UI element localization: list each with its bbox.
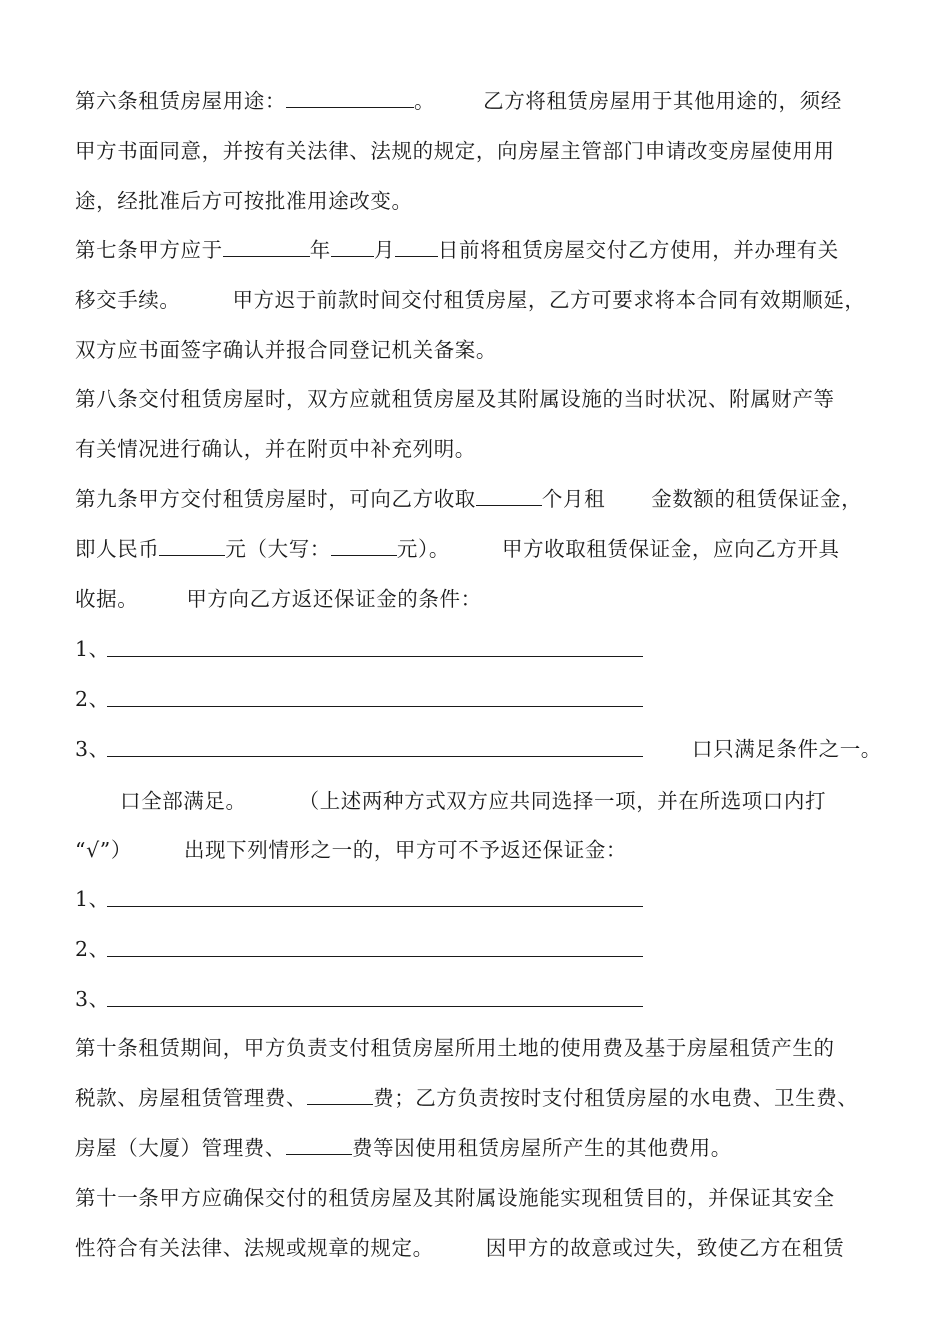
selection-note-line: “√”） 出现下列情形之一的，甲方可不予返还保证金： — [75, 838, 628, 862]
delivery-month-blank[interactable] — [331, 235, 374, 257]
non-return-case-2-line[interactable] — [107, 956, 643, 957]
usage-blank[interactable] — [286, 86, 414, 108]
return-condition-1-line[interactable] — [107, 656, 643, 657]
article-10-line-2: 税款、房屋租赁管理费、 费；乙方负责按时支付租赁房屋的水电费、卫生费、 — [75, 1083, 858, 1113]
return-condition-2-label: 2、 — [75, 687, 110, 711]
non-return-case-2-label: 2、 — [75, 937, 110, 961]
non-return-case-3-label: 3、 — [75, 987, 110, 1011]
article-8-line-1: 第八条交付租赁房屋时，双方应就租赁房屋及其附属设施的当时状况、附属财产等 — [75, 387, 835, 411]
option-all-conditions: 口全部满足。 （上述两种方式双方应共同选择一项，并在所选项口内打 — [120, 789, 827, 813]
return-condition-1-label: 1、 — [75, 637, 110, 661]
landlord-fee-blank[interactable] — [307, 1083, 373, 1105]
non-return-case-1-label: 1、 — [75, 887, 110, 911]
article-7-line-3: 双方应书面签字确认并报合同登记机关备案。 — [75, 338, 497, 362]
article-6-line-2: 甲方书面同意，并按有关法律、法规的规定，向房屋主管部门申请改变房屋使用用 — [75, 139, 835, 163]
option-any-one-condition[interactable]: 口只满足条件之一。 — [692, 737, 882, 761]
delivery-year-blank[interactable] — [223, 235, 310, 257]
return-condition-3-line[interactable] — [107, 756, 643, 757]
article-8-line-2: 有关情况进行确认，并在附页中补充列明。 — [75, 437, 476, 461]
delivery-day-blank[interactable] — [395, 235, 438, 257]
article-10-line-3: 房屋（大厦）管理费、 费等因使用租赁房屋所产生的其他费用。 — [75, 1133, 732, 1163]
option-all-label[interactable]: 口全部满足。 — [120, 789, 247, 813]
article-6-line-1: 第六条租赁房屋用途： 。 乙方将租赁房屋用于其他用途的，须经 — [75, 86, 842, 116]
article-6-heading: 第六条租赁房屋用途： — [75, 89, 286, 113]
article-9-line-3: 收据。 甲方向乙方返还保证金的条件： — [75, 587, 482, 611]
article-11-line-2: 性符合有关法律、法规或规章的规定。 因甲方的故意或过失，致使乙方在租赁 — [75, 1236, 845, 1260]
deposit-amount-blank[interactable] — [159, 534, 225, 556]
article-9-line-2: 即人民币 元（大写： 元）。 甲方收取租赁保证金，应向乙方开具 — [75, 534, 840, 564]
non-return-case-3-line[interactable] — [107, 1006, 643, 1007]
return-condition-2-line[interactable] — [107, 706, 643, 707]
tenant-fee-blank[interactable] — [286, 1133, 352, 1155]
deposit-months-blank[interactable] — [476, 484, 542, 506]
article-9-line-1: 第九条甲方交付租赁房屋时，可向乙方收取 个月租 金数额的租赁保证金， — [75, 484, 862, 514]
return-condition-3-label: 3、 — [75, 737, 110, 761]
article-6-line-3: 途，经批准后方可按批准用途改变。 — [75, 189, 413, 213]
deposit-amount-words-blank[interactable] — [331, 534, 397, 556]
non-return-case-1-line[interactable] — [107, 906, 643, 907]
article-10-line-1: 第十条租赁期间，甲方负责支付租赁房屋所用土地的使用费及基于房屋租赁产生的 — [75, 1036, 835, 1060]
article-11-line-1: 第十一条甲方应确保交付的租赁房屋及其附属设施能实现租赁目的，并保证其安全 — [75, 1186, 835, 1210]
article-7-line-1: 第七条甲方应于 年 月 日前将租赁房屋交付乙方使用，并办理有关 — [75, 235, 839, 265]
article-7-line-2: 移交手续。 甲方迟于前款时间交付租赁房屋，乙方可要求将本合同有效期顺延， — [75, 288, 866, 312]
